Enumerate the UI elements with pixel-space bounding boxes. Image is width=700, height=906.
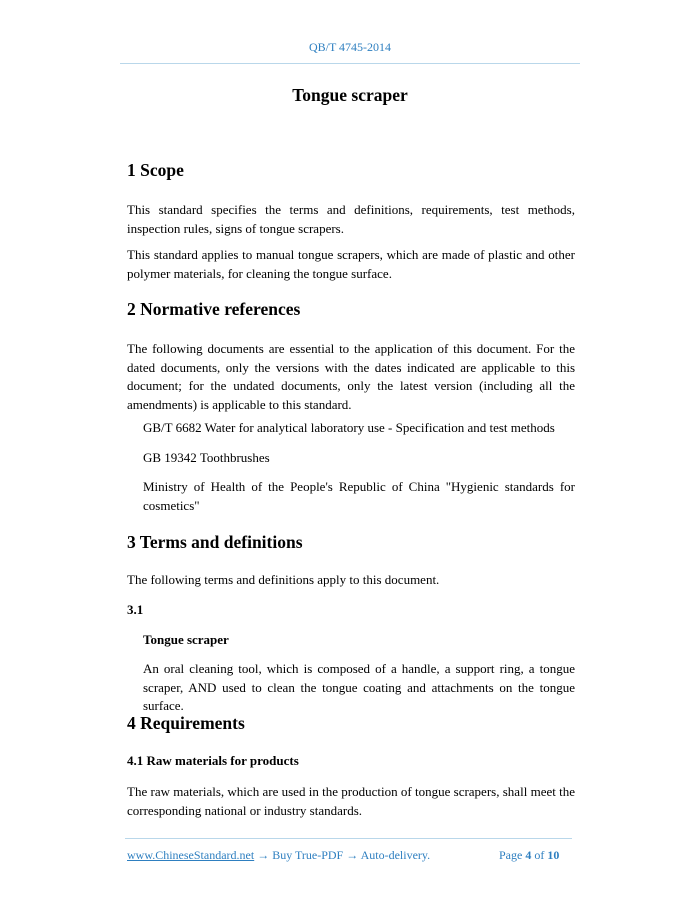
footer-auto: Auto-delivery. [360,848,431,862]
footer-buy: Buy True-PDF [272,848,344,862]
header-divider [120,63,580,64]
arrow-right-icon: → [257,848,270,862]
reference-item: Ministry of Health of the People's Republic of China "Hygienic standards for cosmetics" [143,479,575,513]
subheading-raw-materials: 4.1 Raw materials for products [127,753,299,768]
page-number [499,848,559,863]
paragraph: The following terms and definitions apply to this document. [127,572,440,587]
heading-terms-definitions: 3 Terms and definitions [127,532,303,552]
footer-divider [125,838,572,839]
current-page: 4 [525,848,532,862]
reference-item: GB 19342 Toothbrushes [143,450,270,465]
term: Tongue scraper [143,632,229,647]
paragraph: This standard applies to manual tongue scrapers, which are made of plastic and other polymer materials, for cleaning the tongue surface. [127,247,575,281]
paragraph: The following documents are essential to the application of this document. For the dated documents, only the versions with the dates indicated are applicable to this document; for the undated documents, only the latest version (including all the amendments) is applicable to this standard. [127,341,575,412]
definition: An oral cleaning tool, which is composed of a handle, a support ring, a tongue scraper, AND used to clean the tongue coating and attachments on the tongue surface. [143,661,575,713]
heading-requirements: 4 Requirements [127,713,245,733]
footer-promo [127,848,430,863]
reference-item: GB/T 6682 Water for analytical laboratory use - Specification and test methods [143,420,555,435]
heading-normative-references: 2 Normative references [127,299,301,319]
of-label: of [534,848,545,862]
arrow-right-icon: → [346,848,359,862]
paragraph: The raw materials, which are used in the production of tongue scrapers, shall meet the corresponding national or industry standards. [127,784,575,818]
document-title: Tongue scraper [292,85,408,105]
footer-link[interactable]: www.ChineseStandard.net [127,848,255,862]
heading-scope: 1 Scope [127,160,184,180]
page-label: Page [499,848,523,862]
total-pages: 10 [547,848,560,862]
header-standard-code: QB/T 4745-2014 [308,40,392,54]
paragraph: This standard specifies the terms and definitions, requirements, test methods, inspection rules, signs of tongue scrapers. [127,202,575,236]
clause-number: 3.1 [127,602,144,617]
